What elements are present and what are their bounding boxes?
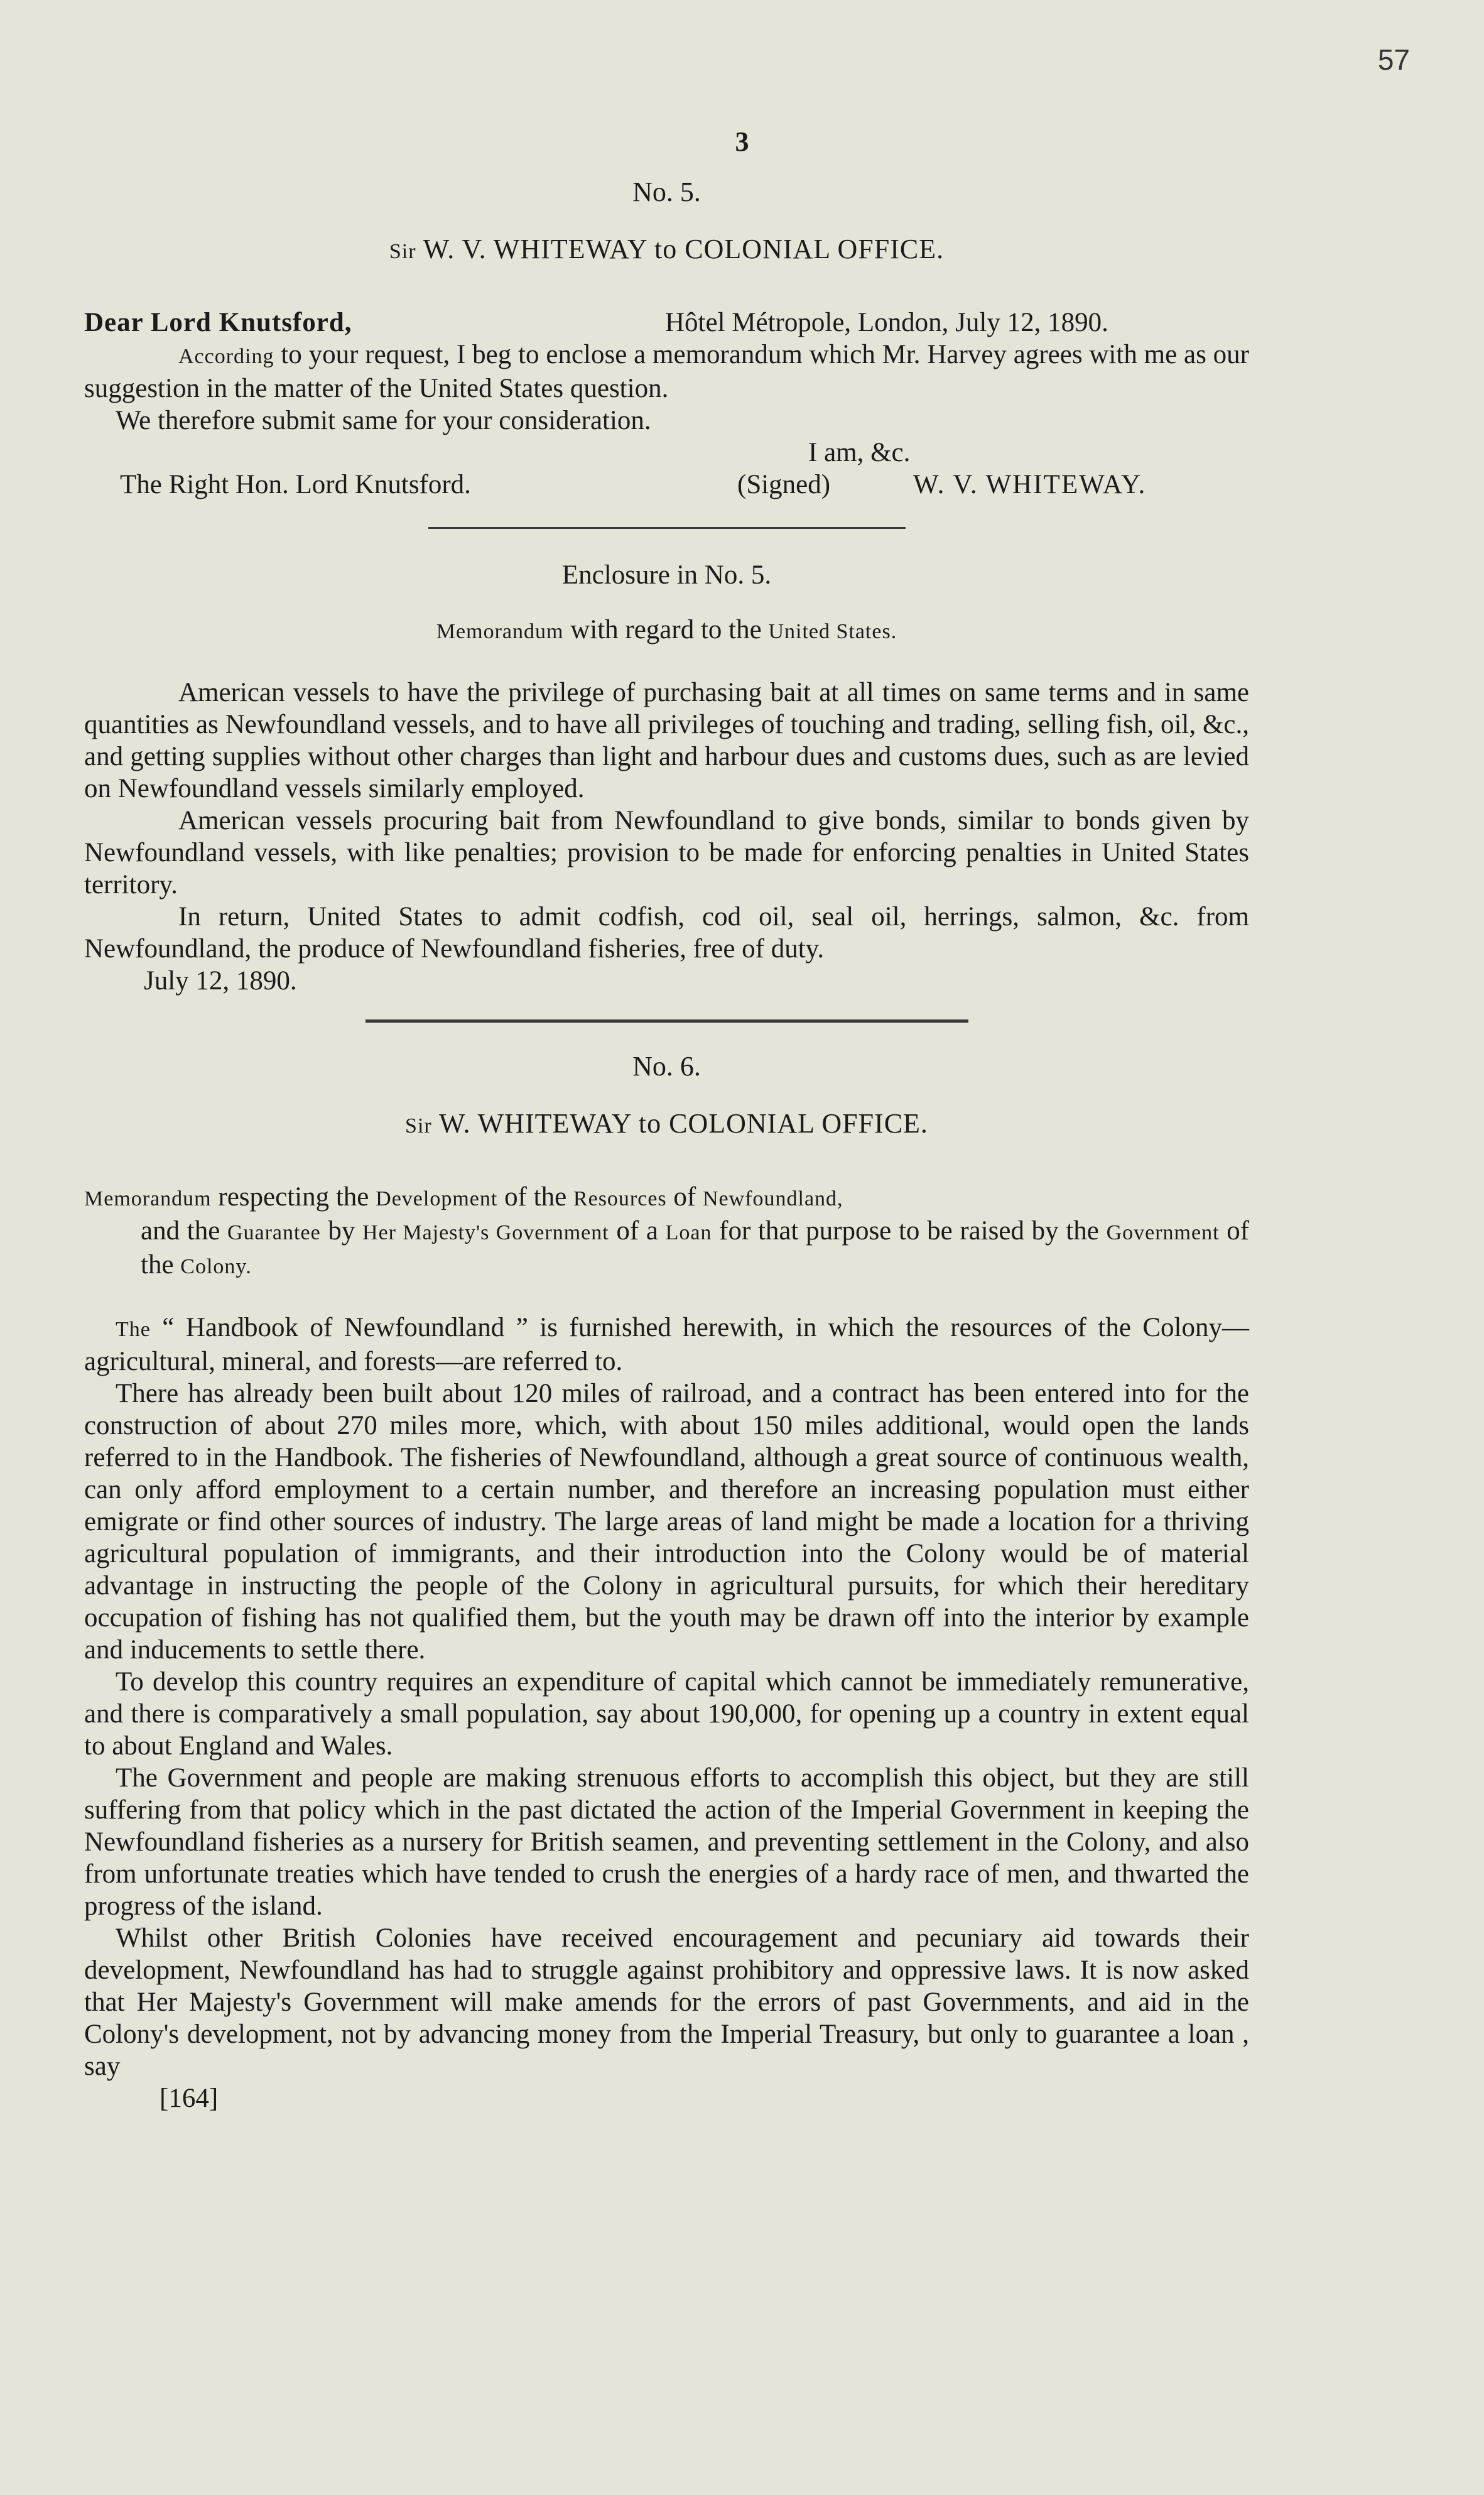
memo-heading-part: and the [141, 1216, 227, 1246]
enclosure-paragraph-1: American vessels to have the privilege of purchasing bait at all times on same terms and in same quantities as Newfoundland vessels, and to have all privileges of touching and trading, selling fish, oil, &c., and getting supplies without other charges than light and harbour dues and customs dues, such as are levied on Newfoundland vessels similarly employed. [84, 678, 1249, 803]
letter-6-paragraph-1 [84, 1312, 1249, 1378]
letter-6-title-rest: W. WHITEWAY to COLONIAL OFFICE. [438, 1108, 928, 1139]
letter-6-paragraph-3: To develop this country requires an expenditure of capital which cannot be immediately remunerative, and there is comparatively a small population, say about 190,000, for opening up a country in extent equal to about England and Wales. [84, 1667, 1249, 1761]
letter-5-header [84, 307, 1249, 339]
letter-5-addressee: The Right Hon. Lord Knutsford. [120, 470, 471, 499]
letter-6-paragraph-4: The Government and people are making strenuous efforts to accomplish this object, but they are still suffering from that policy which in the past dictated the action of the Imperial Government in keeping the Newfoundland fisheries as a nursery for British seamen, and preventing settlement in the Colony, and also from unfortunate treaties which have tended to crush the energies of a hardy race of men, and thwarted the progress of the island. [84, 1763, 1249, 1921]
letter-6-number: No. 6. [632, 1051, 701, 1082]
signature-mark: 3 [735, 126, 749, 157]
enclosure-title: Enclosure in No. 5. [561, 560, 772, 590]
letter-5-address-date: Hôtel Métropole, London, July 12, 1890. [665, 308, 1108, 337]
letter-6-title [84, 1107, 1249, 1142]
memo-heading-part: Resources [573, 1187, 667, 1210]
letter-5-title [84, 233, 1249, 268]
memo-heading-part: Memorandum [84, 1187, 212, 1210]
letter-5-closing: I am, &c. [808, 438, 911, 467]
page-number: 57 [1377, 43, 1410, 76]
letter-5-body-1 [84, 339, 1249, 405]
section-divider-long [366, 1019, 968, 1023]
enclosure-date: July 12, 1890. [144, 966, 297, 996]
letter-5-salutation: Dear Lord Knutsford, [84, 308, 352, 337]
memo-heading-part: Guarantee [227, 1221, 321, 1244]
letter-6-paragraph-2: There has already been built about 120 miles of railroad, and a contract has been entered into for the construction of about 270 miles more, which, with about 150 miles additional, would open the lands referred to in the Handbook. The fisheries of Newfoundland, although a great source of continuous wealth, can only afford employment to a certain number, and therefore an increasing population must either emigrate or find other sources of industry. The large areas of land might be made a location for a thriving agricultural population of immigrants, and their introduction into the Colony would be of material advantage in instructing the people of the Colony in agricultural pursuits, for which their hereditary occupation of fishing has not qualified them, but the youth may be drawn off into the interior by example and inducements to settle there. [84, 1379, 1249, 1665]
letter-5-title-rest: W. V. WHITEWAY to COLONIAL OFFICE. [423, 234, 945, 264]
memo-heading-part: Newfoundland, [703, 1187, 843, 1210]
memo-heading-part: by [320, 1216, 363, 1246]
memo-heading-part: of [666, 1182, 703, 1212]
enclosure-memo-subject: United States. [768, 620, 897, 643]
letter-5-signer: W. V. WHITEWAY. [913, 470, 1147, 499]
letter-6-paragraph-1-lead: The [116, 1318, 151, 1341]
memo-heading-part: respecting the [211, 1182, 376, 1212]
letter-6-paragraph-5: Whilst other British Colonies have received encouragement and pecuniary aid towards their development, Newfoundland has had to struggle against prohibitory and oppressive laws. It is now asked that Her Majesty's Government will make amends for the errors of past Governments, and aid in the Colony's development, not by advancing money from the Imperial Treasury, but only to guarantee a loan , say [84, 1923, 1249, 2081]
footer-mark: [164] [160, 2084, 219, 2113]
enclosure-paragraph-2: American vessels procuring bait from Newfoundland to give bonds, similar to bonds given by Newfoundland vessels, with like penalties; provision to be made for enforcing penalties in United States territory. [84, 806, 1249, 900]
memo-heading-part: Her Majesty's Government [362, 1221, 609, 1244]
enclosure-paragraph-3: In return, United States to admit codfish, cod oil, seal oil, herrings, salmon, &c. from Newfoundland, the produce of Newfoundland fisheries, free of duty. [84, 902, 1249, 964]
memo-heading-part: Development [376, 1187, 498, 1210]
memo-heading-part: of a [609, 1216, 666, 1246]
memo-heading-part: Loan [665, 1221, 712, 1244]
enclosure-memo-mid: with regard to the [563, 615, 769, 644]
letter-5-number: No. 5. [632, 177, 701, 207]
letter-5-body-2: We therefore submit same for your consideration. [116, 406, 651, 435]
document-body [84, 176, 1249, 2114]
memo-heading-part: Colony. [180, 1255, 252, 1278]
memo-heading-part: for that purpose to be raised by the [712, 1216, 1107, 1246]
memo-heading-part: of the [141, 1216, 1250, 1280]
letter-6-memo-heading [84, 1181, 1249, 1283]
letter-6-paragraph-1-text: “ Handbook of Newfoundland ” is furnished herewith, in which the resources of the Colony—agricultural, mineral, and forests—are referred to. [84, 1313, 1249, 1376]
memo-heading-continuation [84, 1215, 1249, 1283]
memo-heading-part: Government [1106, 1221, 1220, 1244]
section-divider-short [428, 527, 906, 529]
letter-5-closing-row [84, 437, 1249, 469]
letter-5-body-lead: According [178, 345, 274, 368]
memo-heading-part: of the [497, 1182, 573, 1212]
letter-5-title-prefix: Sir [389, 240, 416, 263]
enclosure-memo-title [84, 614, 1249, 648]
enclosure-memo-lead: Memorandum [436, 620, 564, 643]
letter-5-body-1-text: to your request, I beg to enclose a memorandum which Mr. Harvey agrees with me as our suggestion in the matter of the United States question. [84, 340, 1249, 403]
letter-5-signed-label: (Signed) [737, 470, 831, 499]
letter-6-title-prefix: Sir [405, 1114, 432, 1138]
letter-5-sign-row [84, 469, 1249, 501]
